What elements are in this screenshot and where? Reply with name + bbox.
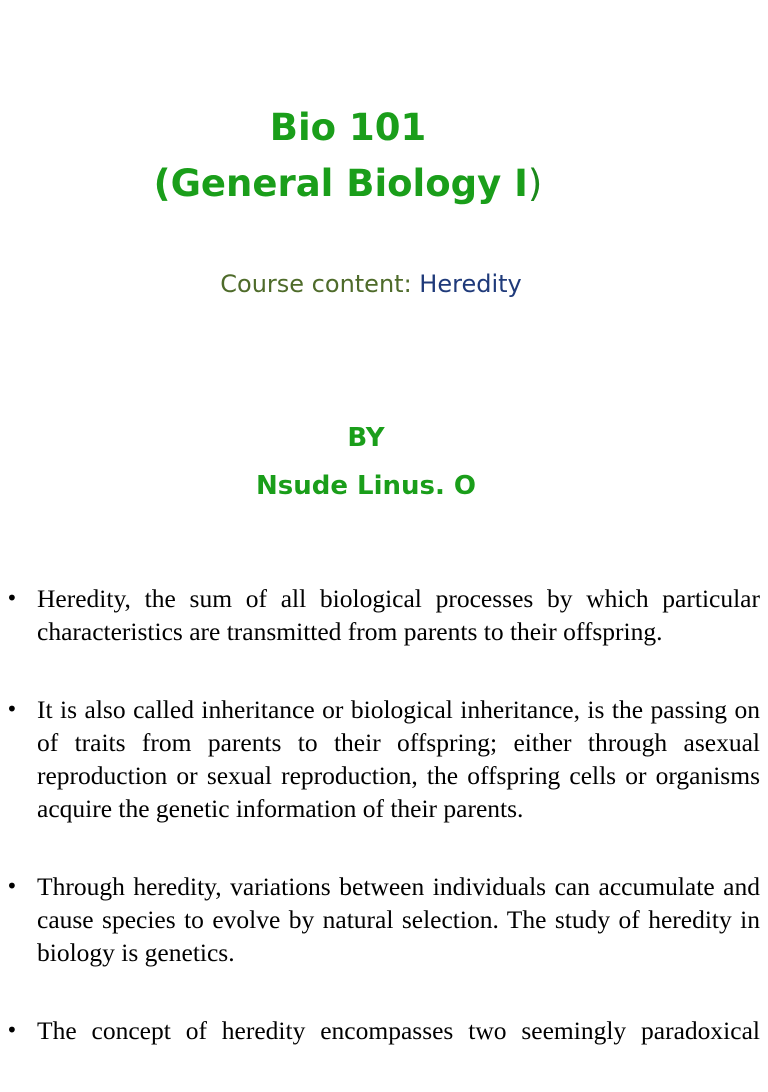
list-item xyxy=(0,693,768,825)
author-block xyxy=(0,414,732,510)
course-content-value: Heredity xyxy=(419,270,522,298)
bullet-dot-icon: • xyxy=(6,586,18,610)
author-name: Nsude Linus. O xyxy=(255,471,477,501)
course-name xyxy=(0,156,696,212)
bullet-list xyxy=(0,582,768,1092)
course-content-line xyxy=(0,268,742,300)
bullet-text: The concept of heredity encompasses two seemingly paradoxical xyxy=(37,1016,760,1045)
bullet-text: Heredity, the sum of all biological processes by which particular characteristics are transmitted from parents to their offspring. xyxy=(37,584,760,646)
list-item xyxy=(0,1014,768,1047)
course-content-label: Course content: xyxy=(220,270,412,298)
bullet-dot-icon: • xyxy=(6,874,18,898)
bullet-dot-icon: • xyxy=(6,1018,18,1042)
list-item xyxy=(0,870,768,969)
by-label: BY xyxy=(347,423,385,453)
bullet-text: It is also called inheritance or biological inheritance, is the passing on of traits from parents to their offspring; either through asexual reproduction or sexual reproduction, the offspring cells or organisms acquire the genetic information of their parents. xyxy=(37,695,760,823)
course-title xyxy=(0,100,696,212)
course-code: Bio 101 xyxy=(269,106,427,149)
course-name-close-paren: ) xyxy=(527,162,543,205)
bullet-text: Through heredity, variations between individuals can accumulate and cause species to evolve by natural selection. The study of heredity in biology is genetics. xyxy=(37,872,760,967)
list-item xyxy=(0,582,768,648)
bullet-dot-icon: • xyxy=(6,697,18,721)
course-name-text: (General Biology I xyxy=(153,162,528,205)
